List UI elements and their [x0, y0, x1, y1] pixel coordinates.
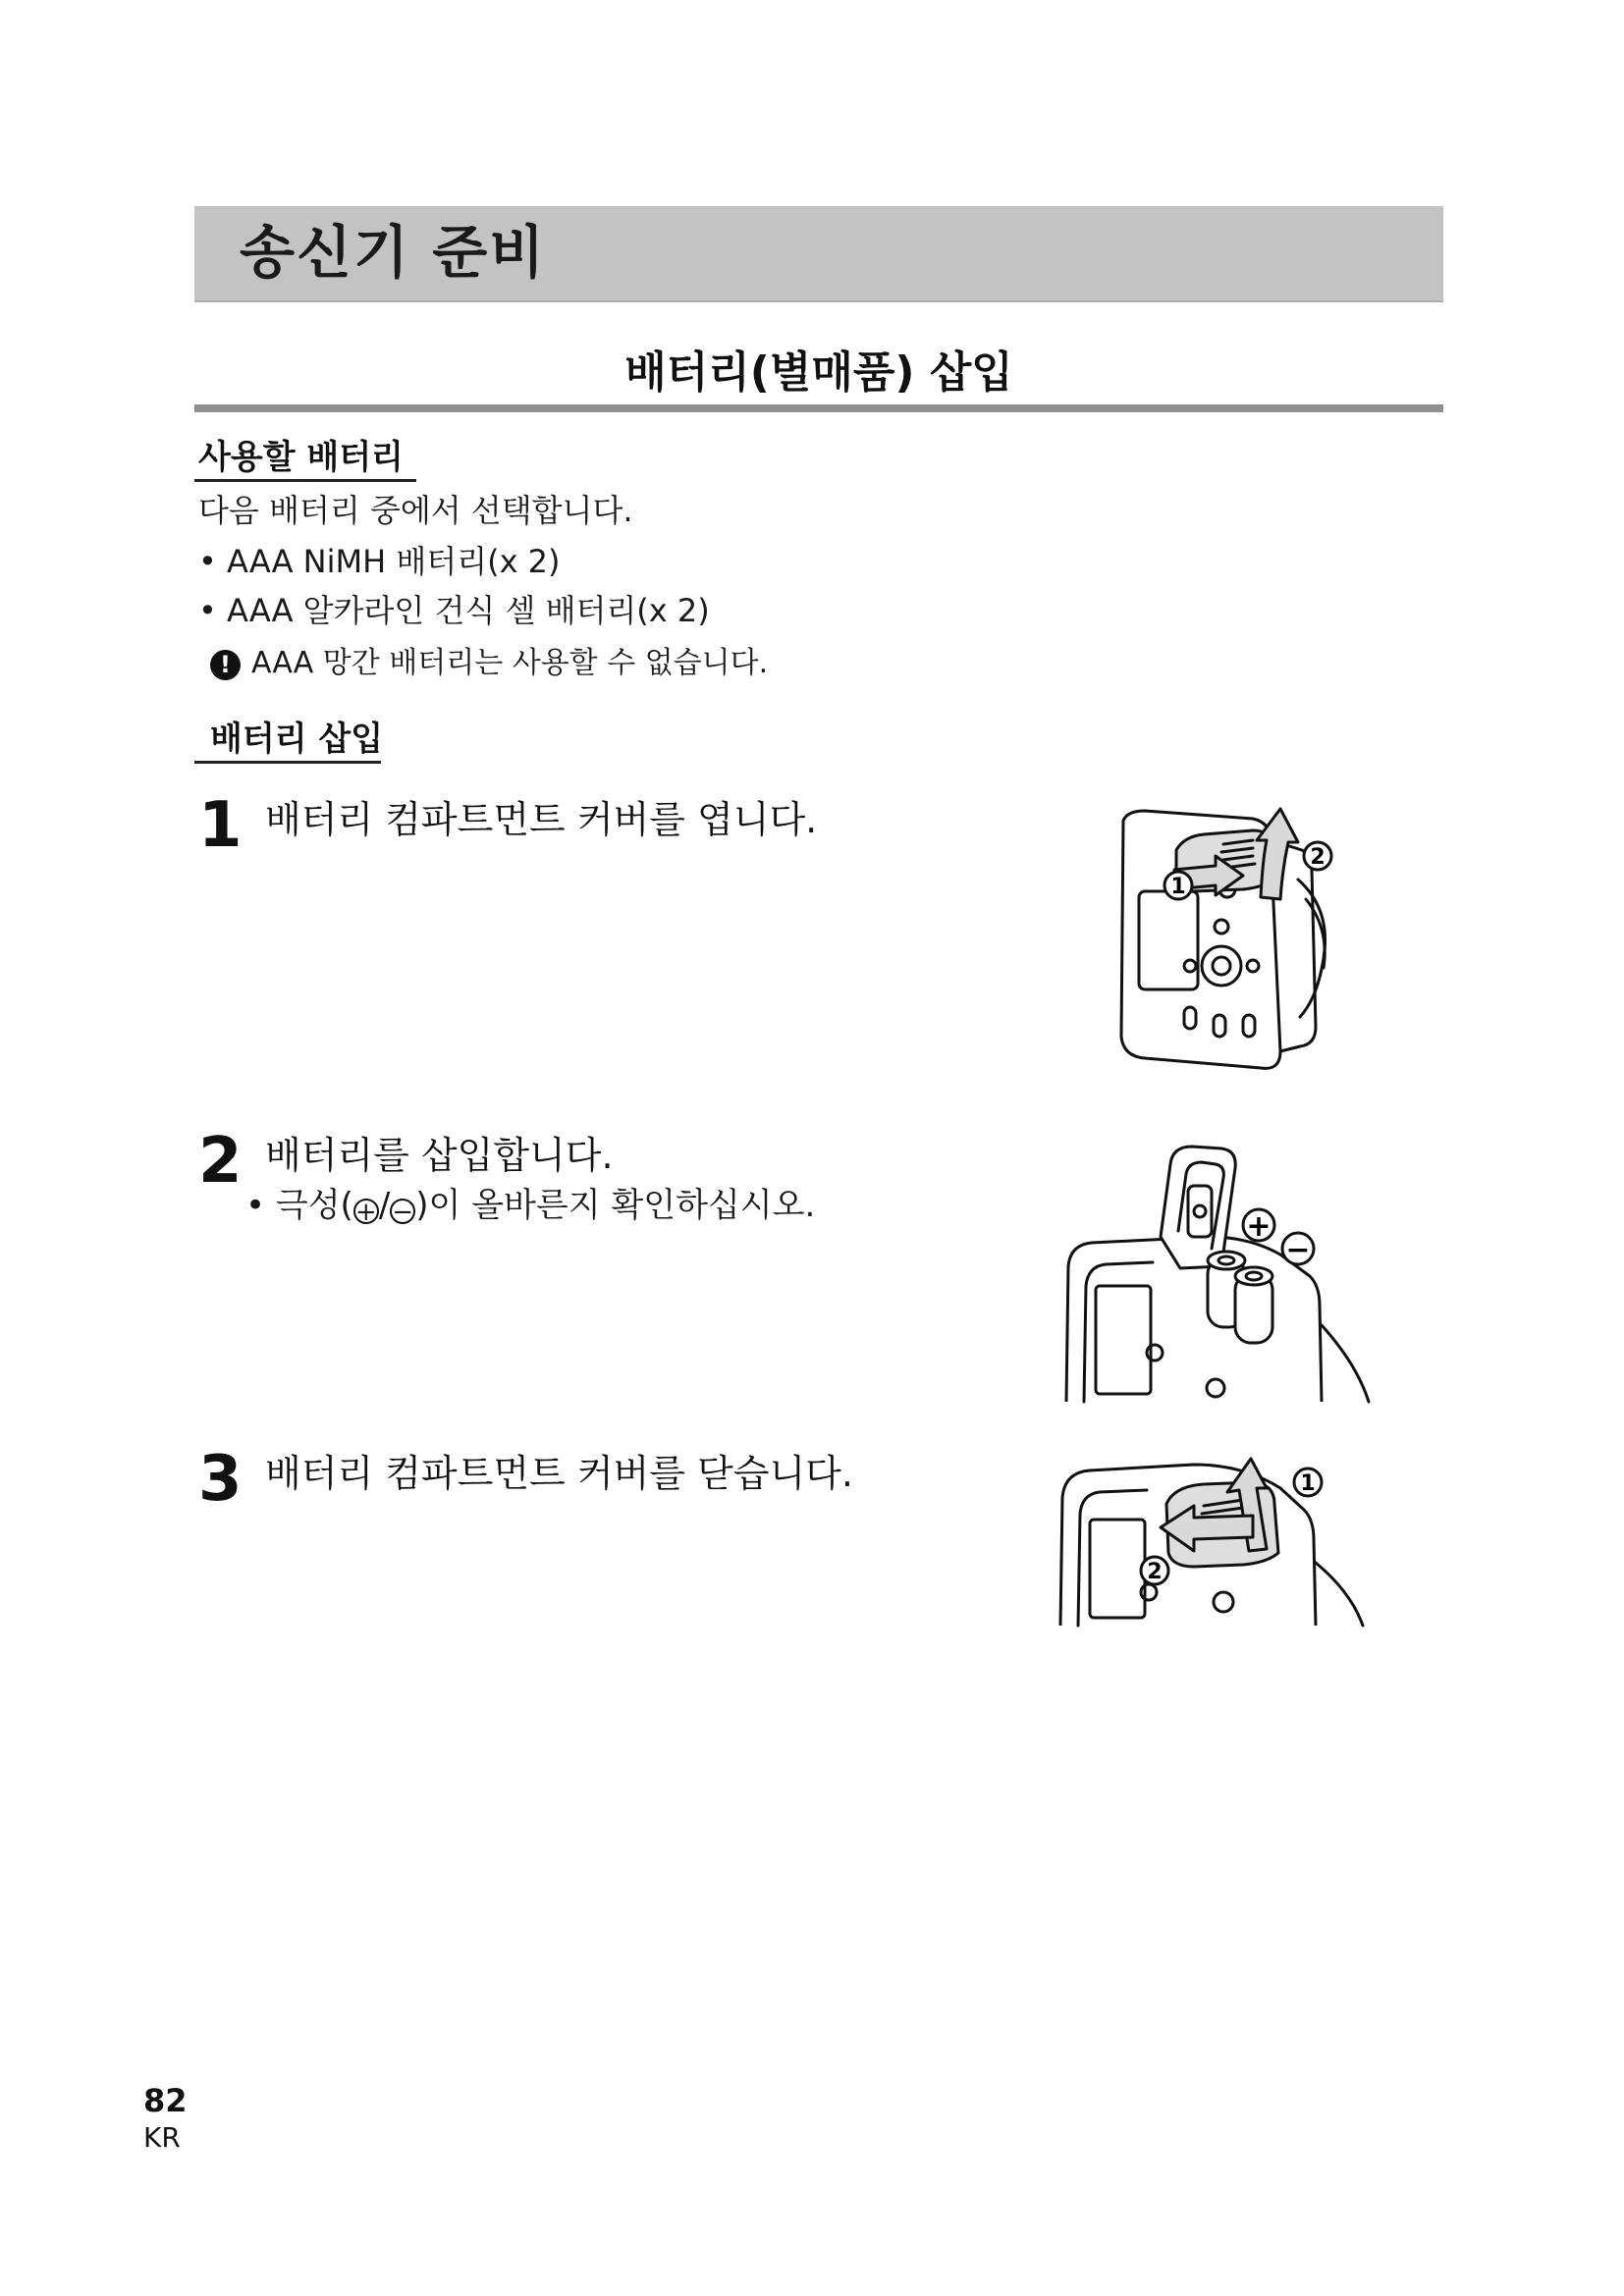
insert-batteries-illustration [1062, 1139, 1373, 1404]
polarity-note [245, 1184, 815, 1227]
chapter-title: 송신기 준비 [240, 219, 547, 286]
step-text: 배터리 컴파트먼트 커버를 닫습니다. [265, 1452, 853, 1495]
step-number: 2 [198, 1125, 243, 1198]
batteries-intro: 다음 배터리 중에서 선택합니다. [198, 492, 633, 529]
minus-icon: − [390, 1199, 415, 1224]
step-text: 배터리 컴파트먼트 커버를 엽니다. [265, 798, 818, 841]
minus-mark: − [1285, 1233, 1311, 1267]
language-code: KR [143, 2121, 181, 2154]
step-number: 3 [198, 1443, 243, 1516]
callout-1: 1 [1170, 875, 1186, 899]
warning-text: AAA 망간 배터리는 사용할 수 없습니다. [251, 646, 769, 680]
heading-underline [194, 479, 416, 482]
callout-1: 1 [1300, 1471, 1316, 1496]
callout-2: 2 [1147, 1560, 1163, 1584]
battery-option-alkaline: • AAA 알카라인 건식 셀 배터리(x 2) [198, 592, 710, 629]
page-number: 82 [143, 2082, 188, 2119]
battery-option-nimh: • AAA NiMH 배터리(x 2) [198, 543, 561, 580]
polarity-separator: / [378, 1186, 391, 1225]
warning-icon: ! [210, 650, 241, 680]
plus-icon: + [353, 1199, 379, 1224]
step-text: 배터리를 삽입합니다. [265, 1134, 614, 1177]
open-cover-illustration [1106, 801, 1371, 1080]
polarity-note-suffix: )이 올바른지 확인하십시오. [415, 1186, 816, 1225]
close-cover-illustration [1056, 1455, 1367, 1628]
callout-2: 2 [1310, 845, 1326, 870]
step-number: 1 [198, 789, 243, 862]
heading-underline [194, 761, 381, 764]
usable-batteries-heading: 사용할 배터리 [198, 438, 404, 477]
battery-insertion-heading: 배터리 삽입 [210, 720, 384, 759]
section-title: 배터리(별매품) 삽입 [624, 347, 1013, 398]
plus-mark: + [1246, 1209, 1272, 1244]
polarity-note-prefix: • 극성( [245, 1186, 353, 1225]
section-divider [194, 404, 1443, 412]
